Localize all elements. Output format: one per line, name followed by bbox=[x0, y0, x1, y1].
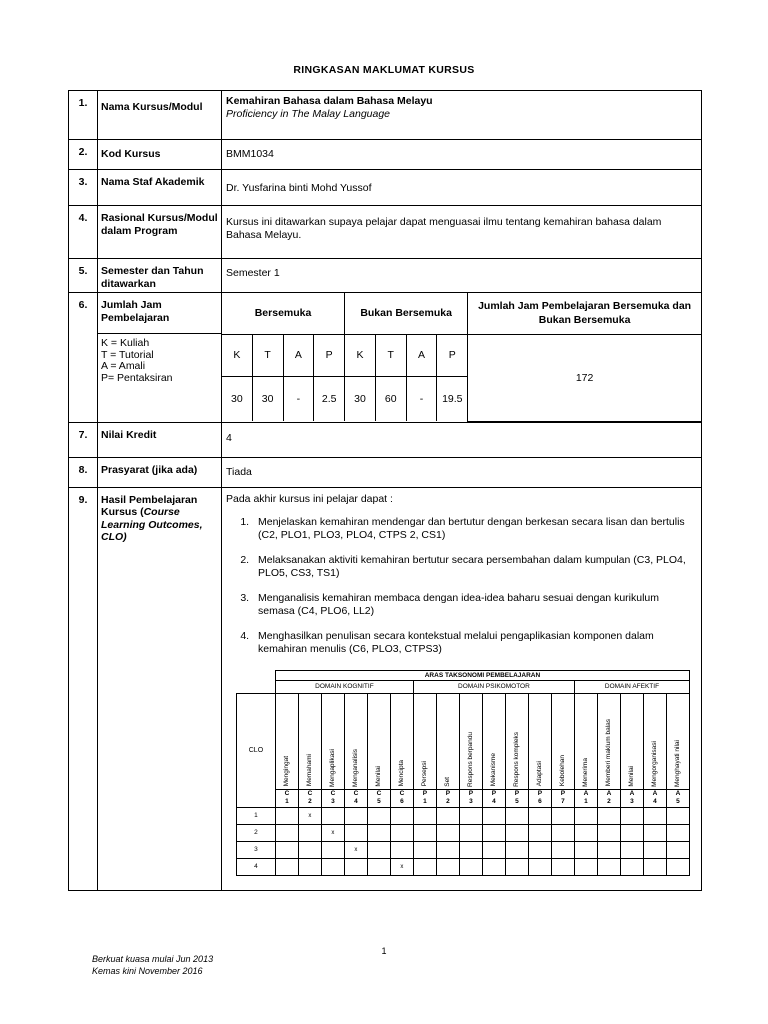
taxonomy-mark bbox=[390, 841, 413, 858]
row-number: 2. bbox=[69, 140, 98, 170]
taxonomy-mark bbox=[367, 841, 390, 858]
taxonomy-mark bbox=[275, 824, 298, 841]
taxonomy-mark bbox=[321, 841, 344, 858]
taxonomy-mark bbox=[643, 841, 666, 858]
page-title: RINGKASAN MAKLUMAT KURSUS bbox=[293, 64, 475, 76]
hours-value: 2.5 bbox=[314, 376, 345, 421]
row-staff bbox=[69, 170, 702, 206]
taxonomy-mark bbox=[643, 858, 666, 875]
taxonomy-mark bbox=[643, 824, 666, 841]
taxonomy-table bbox=[236, 670, 690, 876]
taxonomy-mark: x bbox=[298, 807, 321, 824]
clo-number: 1 bbox=[237, 807, 276, 824]
total-hours-header: Jumlah Jam Pembelajaran Bersemuka dan Bukan Bersemuka bbox=[468, 293, 701, 334]
taxonomy-level: Mencipta bbox=[390, 693, 413, 789]
taxonomy-mark bbox=[436, 858, 459, 875]
clo-number: 4 bbox=[237, 858, 276, 875]
taxonomy-level: Respons kompleks bbox=[505, 693, 528, 789]
bersemuka-header: Bersemuka bbox=[222, 293, 345, 334]
taxonomy-mark bbox=[528, 824, 551, 841]
taxonomy-code: P 1 bbox=[413, 789, 436, 807]
taxonomy-mark bbox=[551, 824, 574, 841]
hours-value: 30 bbox=[345, 376, 376, 421]
row-value: Tiada bbox=[222, 457, 702, 487]
row-value: BMM1034 bbox=[222, 140, 702, 170]
list-item: 2. Melaksanakan aktiviti kemahiran bertutur secara persembahan dalam kumpulan (C3, PLO4, PLO5, CS3, TS1) bbox=[252, 554, 695, 580]
row-semester bbox=[69, 259, 702, 293]
taxonomy-level: Adaptasi bbox=[528, 693, 551, 789]
taxonomy-mark bbox=[505, 841, 528, 858]
taxonomy-mark bbox=[574, 824, 597, 841]
hours-code: K bbox=[345, 334, 376, 376]
list-item: 4. Menghasilkan penulisan secara kontekstual melalui pengaplikasian komponen dalam kemahiran menulis (C6, PLO3, CTPS3) bbox=[252, 630, 695, 656]
taxonomy-mark bbox=[666, 841, 689, 858]
list-item: 1. Menjelaskan kemahiran mendengar dan bertutur dengan berkesan secara lisan dan bertulis (C2, PLO1, PLO3, PLO4, CTPS 2, CS1) bbox=[252, 516, 695, 542]
row-label: Prasyarat (jika ada) bbox=[98, 457, 222, 487]
row-value bbox=[222, 91, 702, 140]
row-label: Nilai Kredit bbox=[98, 422, 222, 457]
hours-cell bbox=[222, 293, 702, 423]
taxonomy-mark bbox=[574, 841, 597, 858]
taxonomy-mark bbox=[413, 824, 436, 841]
taxonomy-code: P 5 bbox=[505, 789, 528, 807]
blank-corner bbox=[237, 670, 276, 693]
list-item: 3. Menganalisis kemahiran membaca dengan idea-idea baharu sesuai dengan kurikulum semasa (C4, PLO6, LL2) bbox=[252, 592, 695, 618]
taxonomy-code: A 4 bbox=[643, 789, 666, 807]
taxonomy-mark bbox=[344, 824, 367, 841]
taxonomy-code: C 4 bbox=[344, 789, 367, 807]
taxonomy-code: P 6 bbox=[528, 789, 551, 807]
taxonomy-mark bbox=[321, 858, 344, 875]
taxonomy-mark bbox=[482, 824, 505, 841]
row-number: 3. bbox=[69, 170, 98, 206]
row-clo bbox=[69, 487, 702, 890]
taxonomy-mark bbox=[459, 824, 482, 841]
taxonomy-mark: x bbox=[321, 824, 344, 841]
row-value: 4 bbox=[222, 422, 702, 457]
taxonomy-code: P 4 bbox=[482, 789, 505, 807]
table-row bbox=[237, 841, 690, 858]
taxonomy-mark bbox=[666, 824, 689, 841]
taxonomy-mark bbox=[390, 824, 413, 841]
row-label: Nama Staf Akademik bbox=[98, 170, 222, 206]
taxonomy-mark bbox=[275, 841, 298, 858]
hours-value: 19.5 bbox=[437, 376, 468, 421]
taxonomy-level: Menilai bbox=[367, 693, 390, 789]
taxonomy-mark bbox=[620, 807, 643, 824]
taxonomy-code: P 2 bbox=[436, 789, 459, 807]
taxonomy-code: A 1 bbox=[574, 789, 597, 807]
row-label: Rasional Kursus/Modul dalam Program bbox=[98, 206, 222, 259]
taxonomy-code: C 2 bbox=[298, 789, 321, 807]
row-prerequisite bbox=[69, 457, 702, 487]
taxonomy-mark bbox=[459, 807, 482, 824]
footer: Berkuat kuasa mulai Jun 2013 Kemas kini November 2016 bbox=[92, 954, 214, 976]
taxonomy-level: Menerima bbox=[574, 693, 597, 789]
taxonomy-mark bbox=[482, 858, 505, 875]
taxonomy-level: Kebolehan bbox=[551, 693, 574, 789]
taxonomy-mark bbox=[528, 807, 551, 824]
row-number: 4. bbox=[69, 206, 98, 259]
total-hours-value: 172 bbox=[468, 334, 701, 421]
taxonomy-mark: x bbox=[390, 858, 413, 875]
row-number: 9. bbox=[69, 487, 98, 890]
taxonomy-code: C 3 bbox=[321, 789, 344, 807]
table-row bbox=[237, 824, 690, 841]
taxonomy-mark bbox=[505, 824, 528, 841]
domain-kognitif: DOMAIN KOGNITIF bbox=[275, 680, 413, 693]
taxonomy-mark bbox=[344, 807, 367, 824]
clo-intro: Pada akhir kursus ini pelajar dapat : bbox=[226, 492, 393, 505]
taxonomy-mark bbox=[367, 807, 390, 824]
taxonomy-mark bbox=[436, 824, 459, 841]
taxonomy-mark bbox=[275, 807, 298, 824]
hours-table bbox=[222, 293, 701, 422]
taxonomy-mark bbox=[597, 841, 620, 858]
clo-number: 3 bbox=[237, 841, 276, 858]
taxonomy-mark bbox=[482, 807, 505, 824]
domain-psikomotor: DOMAIN PSIKOMOTOR bbox=[413, 680, 574, 693]
taxonomy-mark bbox=[298, 858, 321, 875]
row-label: Kod Kursus bbox=[98, 140, 222, 170]
taxonomy-code: C 5 bbox=[367, 789, 390, 807]
taxonomy-code: P 7 bbox=[551, 789, 574, 807]
row-number: 7. bbox=[69, 422, 98, 457]
taxonomy-header: ARAS TAKSONOMI PEMBELAJARAN bbox=[275, 670, 689, 680]
taxonomy-mark bbox=[574, 807, 597, 824]
taxonomy-code: P 3 bbox=[459, 789, 482, 807]
table-row bbox=[237, 807, 690, 824]
taxonomy-mark: x bbox=[344, 841, 367, 858]
taxonomy-mark bbox=[597, 807, 620, 824]
taxonomy-mark bbox=[344, 858, 367, 875]
row-number: 5. bbox=[69, 259, 98, 293]
taxonomy-level: Menilai bbox=[620, 693, 643, 789]
taxonomy-mark bbox=[367, 858, 390, 875]
row-value: Semester 1 bbox=[222, 259, 702, 293]
hours-value: - bbox=[406, 376, 437, 421]
taxonomy-mark bbox=[413, 858, 436, 875]
taxonomy-level: Mengaplikasi bbox=[321, 693, 344, 789]
taxonomy-mark bbox=[643, 807, 666, 824]
taxonomy-mark bbox=[620, 858, 643, 875]
taxonomy-level: Menghayati nilai bbox=[666, 693, 689, 789]
taxonomy-code: A 5 bbox=[666, 789, 689, 807]
taxonomy-code: A 2 bbox=[597, 789, 620, 807]
clo-column-label: CLO bbox=[237, 693, 276, 807]
taxonomy-mark bbox=[298, 824, 321, 841]
clo-number: 2 bbox=[237, 824, 276, 841]
taxonomy-mark bbox=[551, 858, 574, 875]
taxonomy-mark bbox=[597, 858, 620, 875]
taxonomy-mark bbox=[528, 841, 551, 858]
taxonomy-level: Mekanisme bbox=[482, 693, 505, 789]
row-label: Nama Kursus/Modul bbox=[98, 91, 222, 140]
taxonomy-mark bbox=[413, 807, 436, 824]
taxonomy-mark bbox=[666, 858, 689, 875]
taxonomy-mark bbox=[551, 807, 574, 824]
taxonomy-level: Mengingat bbox=[275, 693, 298, 789]
hours-value: 30 bbox=[252, 376, 283, 421]
hours-value: 60 bbox=[375, 376, 406, 421]
taxonomy-level: Set bbox=[436, 693, 459, 789]
hours-value: - bbox=[283, 376, 314, 421]
hours-code: A bbox=[283, 334, 314, 376]
hours-code: A bbox=[406, 334, 437, 376]
row-course-name bbox=[69, 91, 702, 140]
row-course-code bbox=[69, 140, 702, 170]
row-value bbox=[222, 487, 702, 890]
course-name-ms: Kemahiran Bahasa dalam Bahasa Melayu bbox=[226, 95, 433, 107]
clo-list bbox=[222, 516, 701, 656]
hours-code: P bbox=[437, 334, 468, 376]
taxonomy-level: Memberi maklum balas bbox=[597, 693, 620, 789]
taxonomy-mark bbox=[551, 841, 574, 858]
row-number: 6. bbox=[69, 293, 98, 423]
taxonomy-level: Mengorganisasi bbox=[643, 693, 666, 789]
taxonomy-mark bbox=[321, 807, 344, 824]
taxonomy-mark bbox=[367, 824, 390, 841]
hours-code: T bbox=[375, 334, 406, 376]
taxonomy-mark bbox=[528, 858, 551, 875]
hours-code: K bbox=[222, 334, 252, 376]
hours-code: P bbox=[314, 334, 345, 376]
row-value: Dr. Yusfarina binti Mohd Yussof bbox=[222, 170, 702, 206]
row-number: 8. bbox=[69, 457, 98, 487]
taxonomy-mark bbox=[574, 858, 597, 875]
row-value: Kursus ini ditawarkan supaya pelajar dapat menguasai ilmu tentang kemahiran bahasa dalam Bahasa Melayu. bbox=[222, 206, 702, 259]
taxonomy-mark bbox=[390, 807, 413, 824]
taxonomy-mark bbox=[620, 841, 643, 858]
hours-legend: K = Kuliah T = Tutorial A = Amali P= Pentaksiran bbox=[101, 337, 173, 384]
row-label: Semester dan Tahun ditawarkan bbox=[98, 259, 222, 293]
taxonomy-level: Memahami bbox=[298, 693, 321, 789]
page-number: 1 bbox=[381, 946, 387, 956]
row-rationale bbox=[69, 206, 702, 259]
row-number: 1. bbox=[69, 91, 98, 140]
taxonomy-mark bbox=[597, 824, 620, 841]
course-name-en: Proficiency in The Malay Language bbox=[226, 108, 391, 120]
row-learning-hours bbox=[69, 293, 702, 423]
row-credit bbox=[69, 422, 702, 457]
row-label-cell bbox=[98, 293, 222, 423]
taxonomy-mark bbox=[413, 841, 436, 858]
taxonomy-mark bbox=[275, 858, 298, 875]
taxonomy-mark bbox=[298, 841, 321, 858]
taxonomy-code: A 3 bbox=[620, 789, 643, 807]
taxonomy-level: Menganalisis bbox=[344, 693, 367, 789]
hours-value: 30 bbox=[222, 376, 252, 421]
taxonomy-level: Respons berpandu bbox=[459, 693, 482, 789]
taxonomy-mark bbox=[459, 858, 482, 875]
taxonomy-mark bbox=[436, 807, 459, 824]
table-row bbox=[237, 858, 690, 875]
hours-code: T bbox=[252, 334, 283, 376]
course-summary-table bbox=[68, 90, 702, 891]
taxonomy-level: Persepsi bbox=[413, 693, 436, 789]
row-label: Jumlah Jam Pembelajaran bbox=[98, 293, 221, 334]
row-label: Hasil Pembelajaran Kursus (Course Learning Outcomes, CLO) bbox=[98, 487, 222, 890]
domain-afektif: DOMAIN AFEKTIF bbox=[574, 680, 689, 693]
taxonomy-mark bbox=[459, 841, 482, 858]
bukan-bersemuka-header: Bukan Bersemuka bbox=[345, 293, 468, 334]
taxonomy-mark bbox=[505, 807, 528, 824]
taxonomy-mark bbox=[620, 824, 643, 841]
taxonomy-code: C 1 bbox=[275, 789, 298, 807]
taxonomy-code: C 6 bbox=[390, 789, 413, 807]
taxonomy-mark bbox=[505, 858, 528, 875]
taxonomy-mark bbox=[666, 807, 689, 824]
taxonomy-mark bbox=[436, 841, 459, 858]
taxonomy-mark bbox=[482, 841, 505, 858]
